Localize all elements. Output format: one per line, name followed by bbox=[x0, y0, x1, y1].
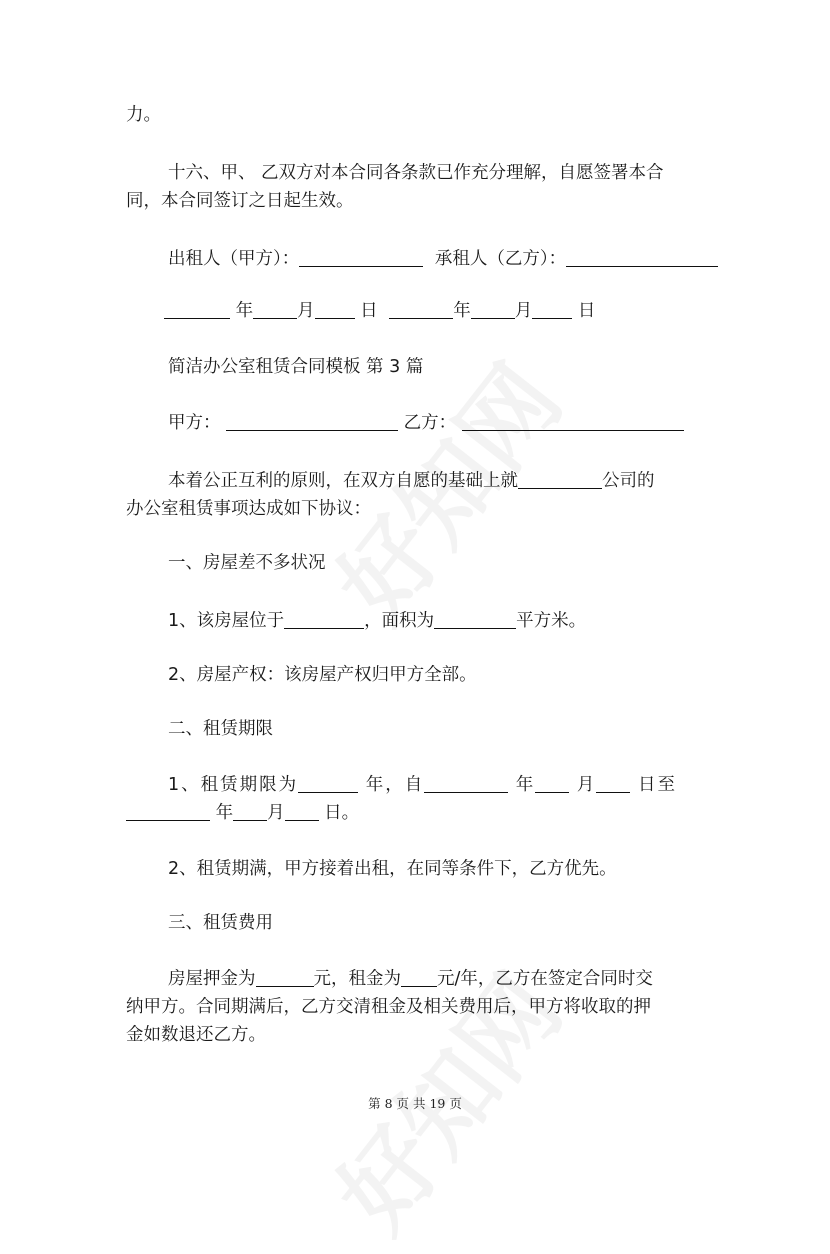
clause-3-line3: 金如数退还乙方。 bbox=[126, 1025, 266, 1045]
date-blank[interactable] bbox=[315, 301, 355, 319]
clause-3-line2: 纳甲方。合同期满后，乙方交清租金及相关费用后，甲方将收取的押 bbox=[126, 997, 651, 1017]
lessee-blank[interactable] bbox=[566, 249, 718, 267]
end-year-blank[interactable] bbox=[126, 803, 210, 821]
clause-text: 日。 bbox=[324, 803, 360, 823]
date-blank[interactable] bbox=[389, 301, 453, 319]
clause-text: 房屋押金为 bbox=[168, 969, 256, 989]
start-year-blank[interactable] bbox=[424, 775, 508, 793]
area-blank[interactable] bbox=[434, 611, 516, 629]
clause-text: 1、租赁期限为 bbox=[168, 775, 299, 795]
section-1-title: 一、房屋差不多状况 bbox=[168, 553, 326, 573]
intro-text: 公司的 bbox=[602, 471, 655, 491]
year-label: 年 bbox=[215, 803, 234, 823]
clause-text: 1、该房屋位于 bbox=[168, 611, 285, 631]
party-a-blank[interactable] bbox=[226, 413, 398, 431]
party-a-label: 甲方： bbox=[168, 413, 221, 433]
signature-line bbox=[168, 248, 718, 270]
month-label: 月 bbox=[297, 301, 315, 321]
page-footer: 第 8 页 共 19 页 bbox=[368, 1096, 462, 1111]
intro-text: 本着公正互利的原则，在双方自愿的基础上就 bbox=[168, 471, 518, 491]
year-label: 年 bbox=[515, 775, 536, 795]
end-day-blank[interactable] bbox=[285, 803, 319, 821]
section-2-title: 二、租赁期限 bbox=[168, 719, 273, 739]
date-blank[interactable] bbox=[164, 301, 230, 319]
deposit-blank[interactable] bbox=[256, 969, 314, 987]
day-label: 日 bbox=[577, 301, 596, 321]
date-blank[interactable] bbox=[253, 301, 297, 319]
lessor-blank[interactable] bbox=[299, 249, 423, 267]
clause-2-1-line1 bbox=[168, 774, 677, 796]
section-3-title: 三、租赁费用 bbox=[168, 913, 273, 933]
intro-line1 bbox=[168, 470, 655, 492]
clause-16-line1: 十六、甲、 乙双方对本合同各条款已作充分理解，自愿签署本合 bbox=[168, 163, 664, 183]
start-day-blank[interactable] bbox=[596, 775, 630, 793]
clause-text: 年，自 bbox=[365, 775, 425, 795]
date-blank[interactable] bbox=[471, 301, 515, 319]
lessor-label: 出租人（甲方）： bbox=[168, 249, 300, 269]
party-b-blank[interactable] bbox=[462, 413, 684, 431]
clause-text: ，面积为 bbox=[364, 611, 435, 631]
clause-1-1 bbox=[168, 610, 586, 632]
parties-line bbox=[168, 412, 684, 434]
paragraph-continued: 力。 bbox=[126, 105, 161, 125]
year-label: 年 bbox=[235, 301, 254, 321]
clause-2-1-line2 bbox=[126, 802, 359, 824]
intro-line2: 办公室租赁事项达成如下协议： bbox=[126, 499, 371, 519]
company-blank[interactable] bbox=[518, 471, 602, 489]
clause-text: 平方米。 bbox=[516, 611, 587, 631]
clause-2-2: 2、租赁期满，甲方接着出租，在同等条件下，乙方优先。 bbox=[168, 859, 617, 879]
year-label: 年 bbox=[453, 301, 471, 321]
lessee-label: 承租人（乙方）： bbox=[434, 249, 567, 269]
start-month-blank[interactable] bbox=[535, 775, 569, 793]
clause-3-line1 bbox=[168, 968, 653, 990]
term-years-blank[interactable] bbox=[298, 775, 358, 793]
rent-blank[interactable] bbox=[401, 969, 437, 987]
party-b-label: 乙方： bbox=[403, 413, 457, 433]
section-heading: 简洁办公室租赁合同模板 第 3 篇 bbox=[168, 357, 424, 377]
date-line bbox=[164, 300, 595, 322]
end-month-blank[interactable] bbox=[233, 803, 267, 821]
month-label: 月 bbox=[267, 803, 285, 823]
month-label: 月 bbox=[576, 775, 597, 795]
clause-16-line2: 同，本合同签订之日起生效。 bbox=[126, 191, 354, 211]
clause-text: 日至 bbox=[637, 775, 677, 795]
location-blank[interactable] bbox=[284, 611, 364, 629]
month-label: 月 bbox=[514, 301, 533, 321]
day-label: 日 bbox=[360, 301, 378, 321]
clause-text: 元，租金为 bbox=[313, 969, 401, 989]
clause-text: 元/年，乙方在签定合同时交 bbox=[437, 969, 653, 989]
clause-1-2: 2、房屋产权：该房屋产权归甲方全部。 bbox=[168, 665, 477, 685]
date-blank[interactable] bbox=[532, 301, 572, 319]
